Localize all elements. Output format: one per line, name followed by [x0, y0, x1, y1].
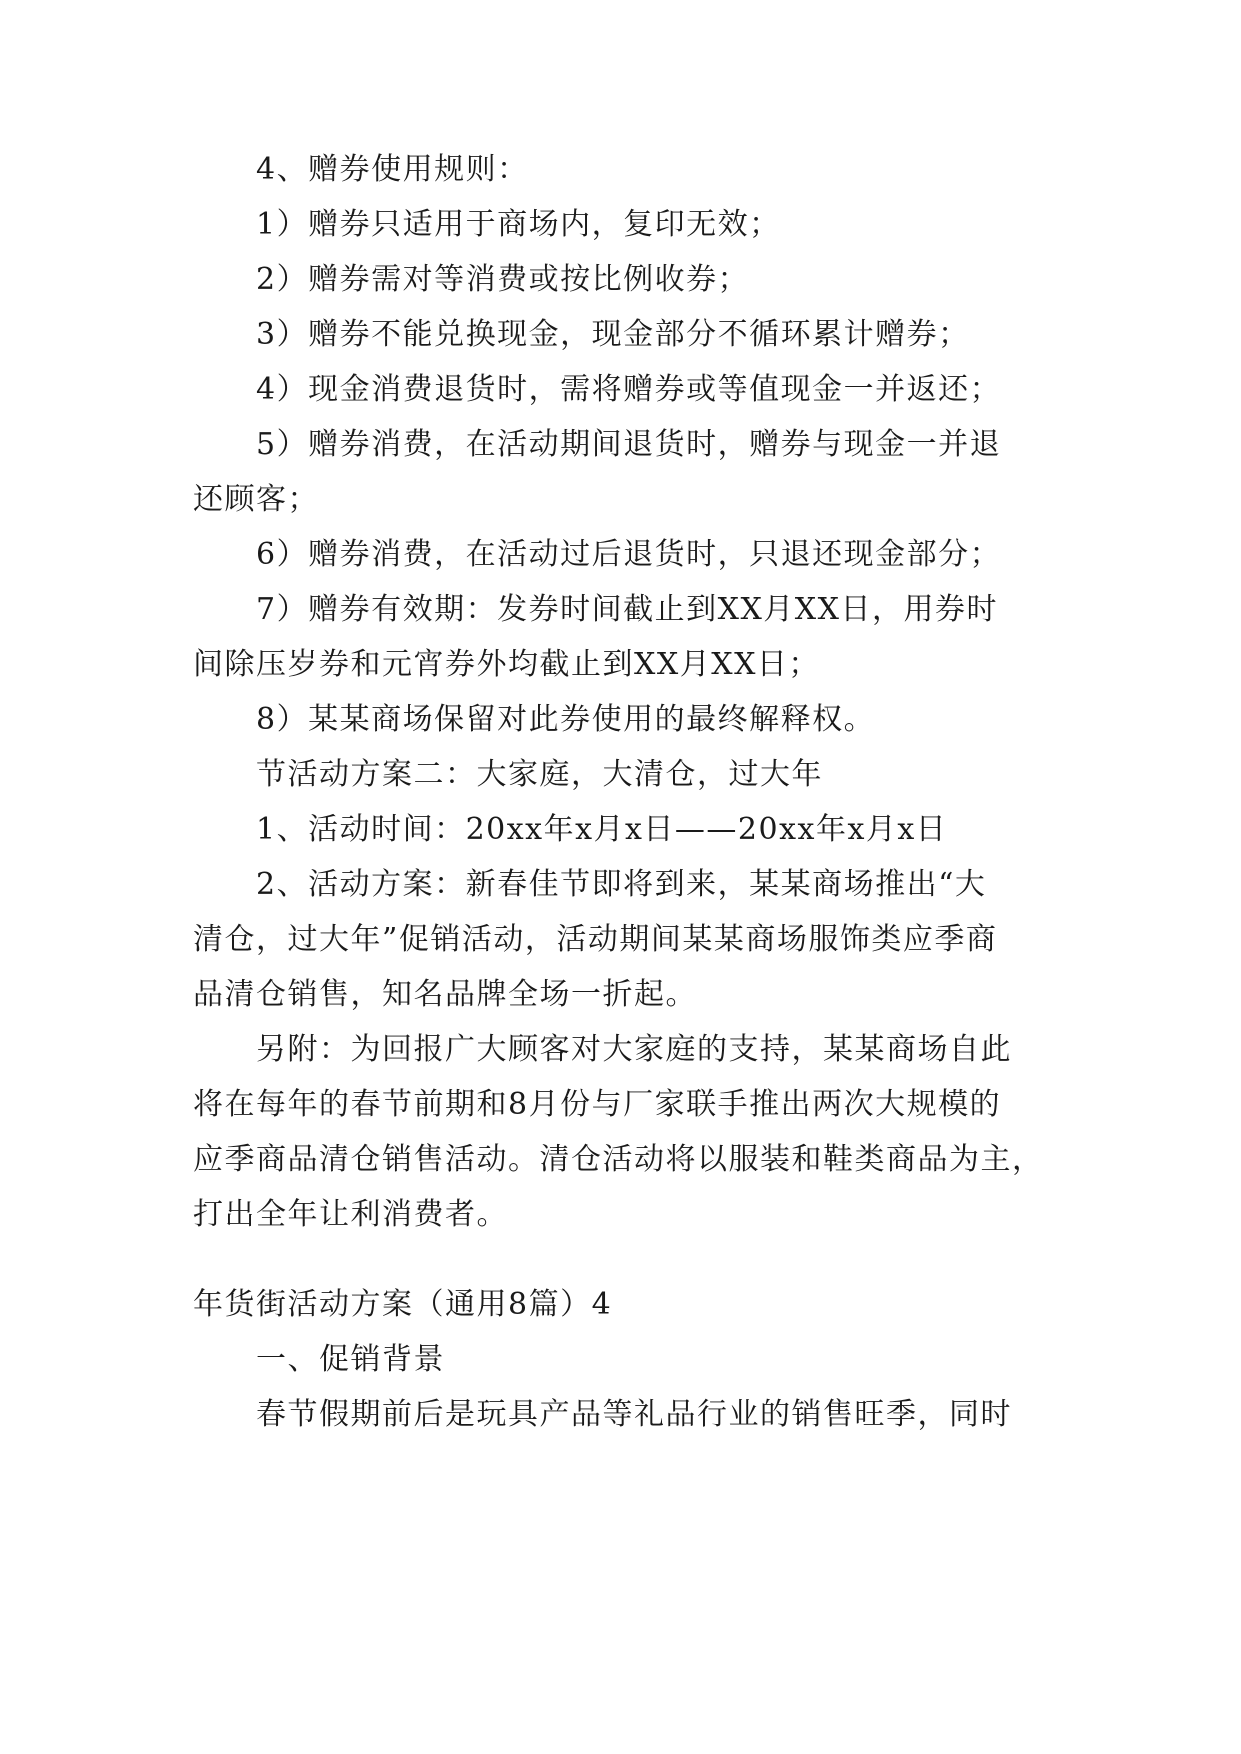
rule-item-8: 8）某某商场保留对此券使用的最终解释权。 — [256, 702, 876, 737]
addendum-continued-2: 应季商品清仓销售活动。清仓活动将以服装和鞋类商品为主， — [193, 1142, 1044, 1177]
activity-plan-continued-2: 品清仓销售，知名品牌全场一折起。 — [193, 977, 697, 1012]
rule-item-4: 4）现金消费退货时，需将赠券或等值现金一并返还； — [256, 372, 1002, 407]
rule-item-5-continued: 还顾客； — [193, 482, 319, 517]
rule-item-5: 5）赠券消费，在活动期间退货时，赠券与现金一并退 — [256, 427, 1002, 462]
rule-item-6: 6）赠券消费，在活动过后退货时，只退还现金部分； — [256, 537, 1002, 572]
plan-two-title: 节活动方案二：大家庭，大清仓，过大年 — [256, 757, 823, 792]
addendum-continued-3: 打出全年让利消费者。 — [193, 1197, 508, 1232]
activity-plan: 2、活动方案：新春佳节即将到来，某某商场推出“大 — [256, 867, 987, 902]
addendum: 另附：为回报广大顾客对大家庭的支持，某某商场自此 — [256, 1032, 1012, 1067]
rule-item-2: 2）赠券需对等消费或按比例收券； — [256, 262, 750, 297]
rule-heading: 4、赠券使用规则： — [256, 152, 529, 187]
rule-item-1: 1）赠券只适用于商场内，复印无效； — [256, 207, 781, 242]
rule-item-3: 3）赠券不能兑换现金，现金部分不循环累计赠券； — [256, 317, 970, 352]
addendum-continued-1: 将在每年的春节前期和8月份与厂家联手推出两次大规模的 — [193, 1087, 1002, 1122]
promotion-background-heading: 一、促销背景 — [256, 1342, 445, 1377]
rule-item-7-continued: 间除压岁券和元宵券外均截止到XX月XX日； — [193, 647, 820, 682]
section-title: 年货街活动方案（通用8篇）4 — [193, 1287, 613, 1322]
promotion-background-text: 春节假期前后是玩具产品等礼品行业的销售旺季，同时 — [256, 1397, 1012, 1432]
activity-time: 1、活动时间：20xx年x月x日——20xx年x月x日 — [256, 812, 948, 847]
rule-item-7: 7）赠券有效期：发券时间截止到XX月XX日，用券时 — [256, 592, 999, 627]
activity-plan-continued-1: 清仓，过大年”促销活动，活动期间某某商场服饰类应季商 — [193, 922, 998, 957]
